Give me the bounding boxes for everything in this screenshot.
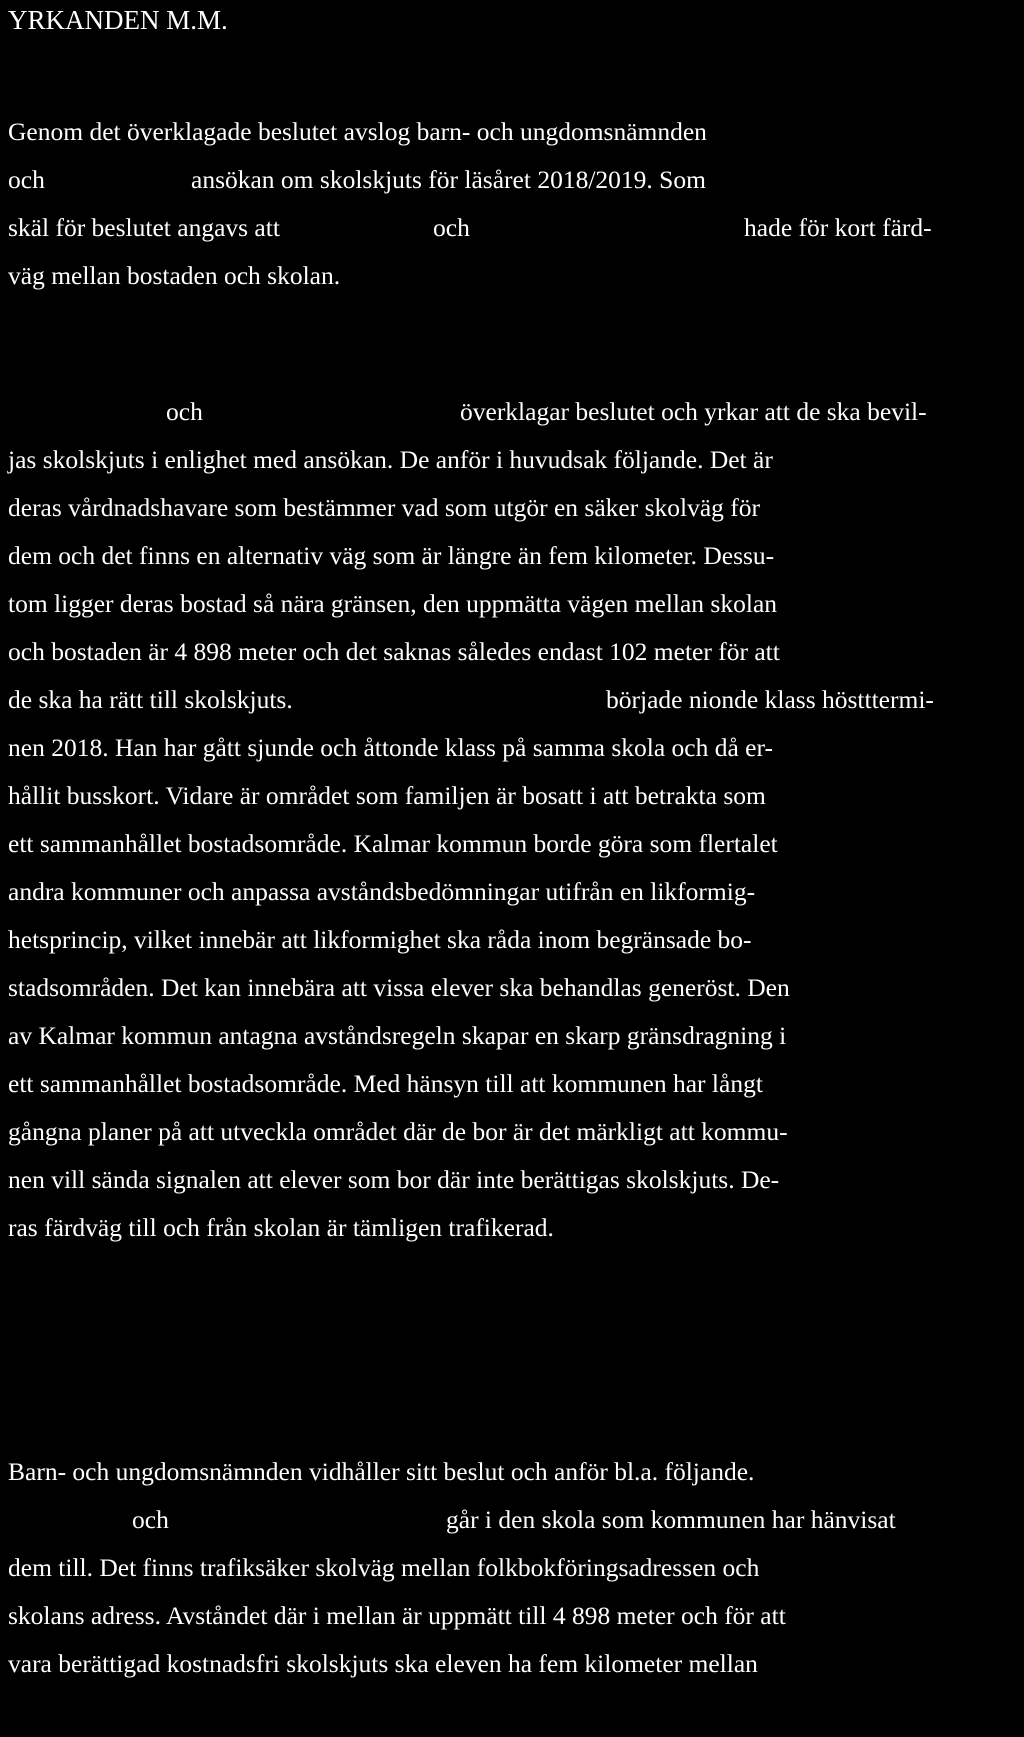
text-line xyxy=(8,968,1008,1016)
text-segment: de ska ha rätt till skolskjuts. xyxy=(8,685,293,714)
text-line xyxy=(8,872,1008,920)
text-line xyxy=(8,440,1008,488)
text-line xyxy=(8,1016,1008,1064)
text-segment: ansökan om skolskjuts för läsåret 2018/2019. Som xyxy=(191,165,706,194)
text-line xyxy=(8,1160,1008,1208)
text-line xyxy=(8,728,1008,776)
text-segment: hetsprincip, vilket innebär att likformighet ska råda inom begränsade bo- xyxy=(8,925,752,954)
text-line xyxy=(8,488,1008,536)
text-segment: dem till. Det finns trafiksäker skolväg mellan folkbokföringsadressen och xyxy=(8,1553,760,1582)
text-segment: nen 2018. Han har gått sjunde och åttonde klass på samma skola och då er- xyxy=(8,733,773,762)
text-line xyxy=(8,1112,1008,1160)
text-segment: nen vill sända signalen att elever som bor där inte berättigas skolskjuts. De- xyxy=(8,1165,780,1194)
text-segment: och xyxy=(132,1505,169,1534)
text-line xyxy=(8,208,1008,256)
text-segment: ett sammanhållet bostadsområde. Kalmar kommun borde göra som flertalet xyxy=(8,829,778,858)
text-segment: jas skolskjuts i enlighet med ansökan. De anför i huvudsak följande. Det är xyxy=(8,445,773,474)
text-segment: hade för kort färd- xyxy=(744,213,932,242)
text-line xyxy=(8,776,1008,824)
text-line xyxy=(8,1500,1008,1548)
text-line xyxy=(8,920,1008,968)
text-line xyxy=(8,680,1008,728)
text-segment: skäl för beslutet angavs att xyxy=(8,213,280,242)
text-line xyxy=(8,160,1008,208)
text-segment: väg mellan bostaden och skolan. xyxy=(8,261,341,290)
text-segment: Barn- och ungdomsnämnden vidhåller sitt beslut och anför bl.a. följande. xyxy=(8,1457,755,1486)
text-segment: ett sammanhållet bostadsområde. Med hänsyn till att kommunen har långt xyxy=(8,1069,763,1098)
text-line xyxy=(8,1644,1008,1692)
text-line xyxy=(8,1596,1008,1644)
text-segment: gångna planer på att utveckla området där de bor är det märkligt att kommu- xyxy=(8,1117,788,1146)
text-line xyxy=(8,1064,1008,1112)
text-segment: andra kommuner och anpassa avståndsbedömningar utifrån en likformig- xyxy=(8,877,756,906)
text-segment: och xyxy=(166,397,203,426)
text-segment: Genom det överklagade beslutet avslog barn- och ungdomsnämnden xyxy=(8,117,707,146)
text-segment: började nionde klass höstttermi- xyxy=(606,685,934,714)
text-segment: ras färdväg till och från skolan är tämligen trafikerad. xyxy=(8,1213,554,1242)
text-segment: och xyxy=(433,213,470,242)
paragraph-response xyxy=(8,1452,1008,1692)
paragraph-decision xyxy=(8,112,1008,304)
text-line xyxy=(8,584,1008,632)
text-segment: går i den skola som kommunen har hänvisat xyxy=(446,1505,896,1534)
text-segment: hållit busskort. Vidare är området som familjen är bosatt i att betrakta som xyxy=(8,781,766,810)
text-segment: dem och det finns en alternativ väg som är längre än fem kilometer. Dessu- xyxy=(8,541,775,570)
text-line xyxy=(8,824,1008,872)
text-line xyxy=(8,1548,1008,1596)
text-line xyxy=(8,536,1008,584)
text-line xyxy=(8,392,1008,440)
text-line xyxy=(8,1452,1008,1500)
text-segment: stadsområden. Det kan innebära att vissa elever ska behandlas generöst. Den xyxy=(8,973,790,1002)
text-segment: av Kalmar kommun antagna avståndsregeln skapar en skarp gränsdragning i xyxy=(8,1021,787,1050)
text-segment: och bostaden är 4 898 meter och det saknas således endast 102 meter för att xyxy=(8,637,780,666)
text-segment: överklagar beslutet och yrkar att de ska bevil- xyxy=(460,397,927,426)
text-segment: skolans adress. Avståndet där i mellan är uppmätt till 4 898 meter och för att xyxy=(8,1601,786,1630)
text-segment: deras vårdnadshavare som bestämmer vad som utgör en säker skolväg för xyxy=(8,493,761,522)
section-heading: YRKANDEN M.M. xyxy=(8,5,228,35)
text-line xyxy=(8,256,1008,304)
text-segment: tom ligger deras bostad så nära gränsen, den uppmätta vägen mellan skolan xyxy=(8,589,778,618)
text-line xyxy=(8,1208,1008,1256)
text-segment: vara berättigad kostnadsfri skolskjuts ska eleven ha fem kilometer mellan xyxy=(8,1649,758,1678)
text-segment: och xyxy=(8,165,45,194)
paragraph-appeal xyxy=(8,392,1008,1256)
text-line xyxy=(8,112,1008,160)
text-line xyxy=(8,632,1008,680)
